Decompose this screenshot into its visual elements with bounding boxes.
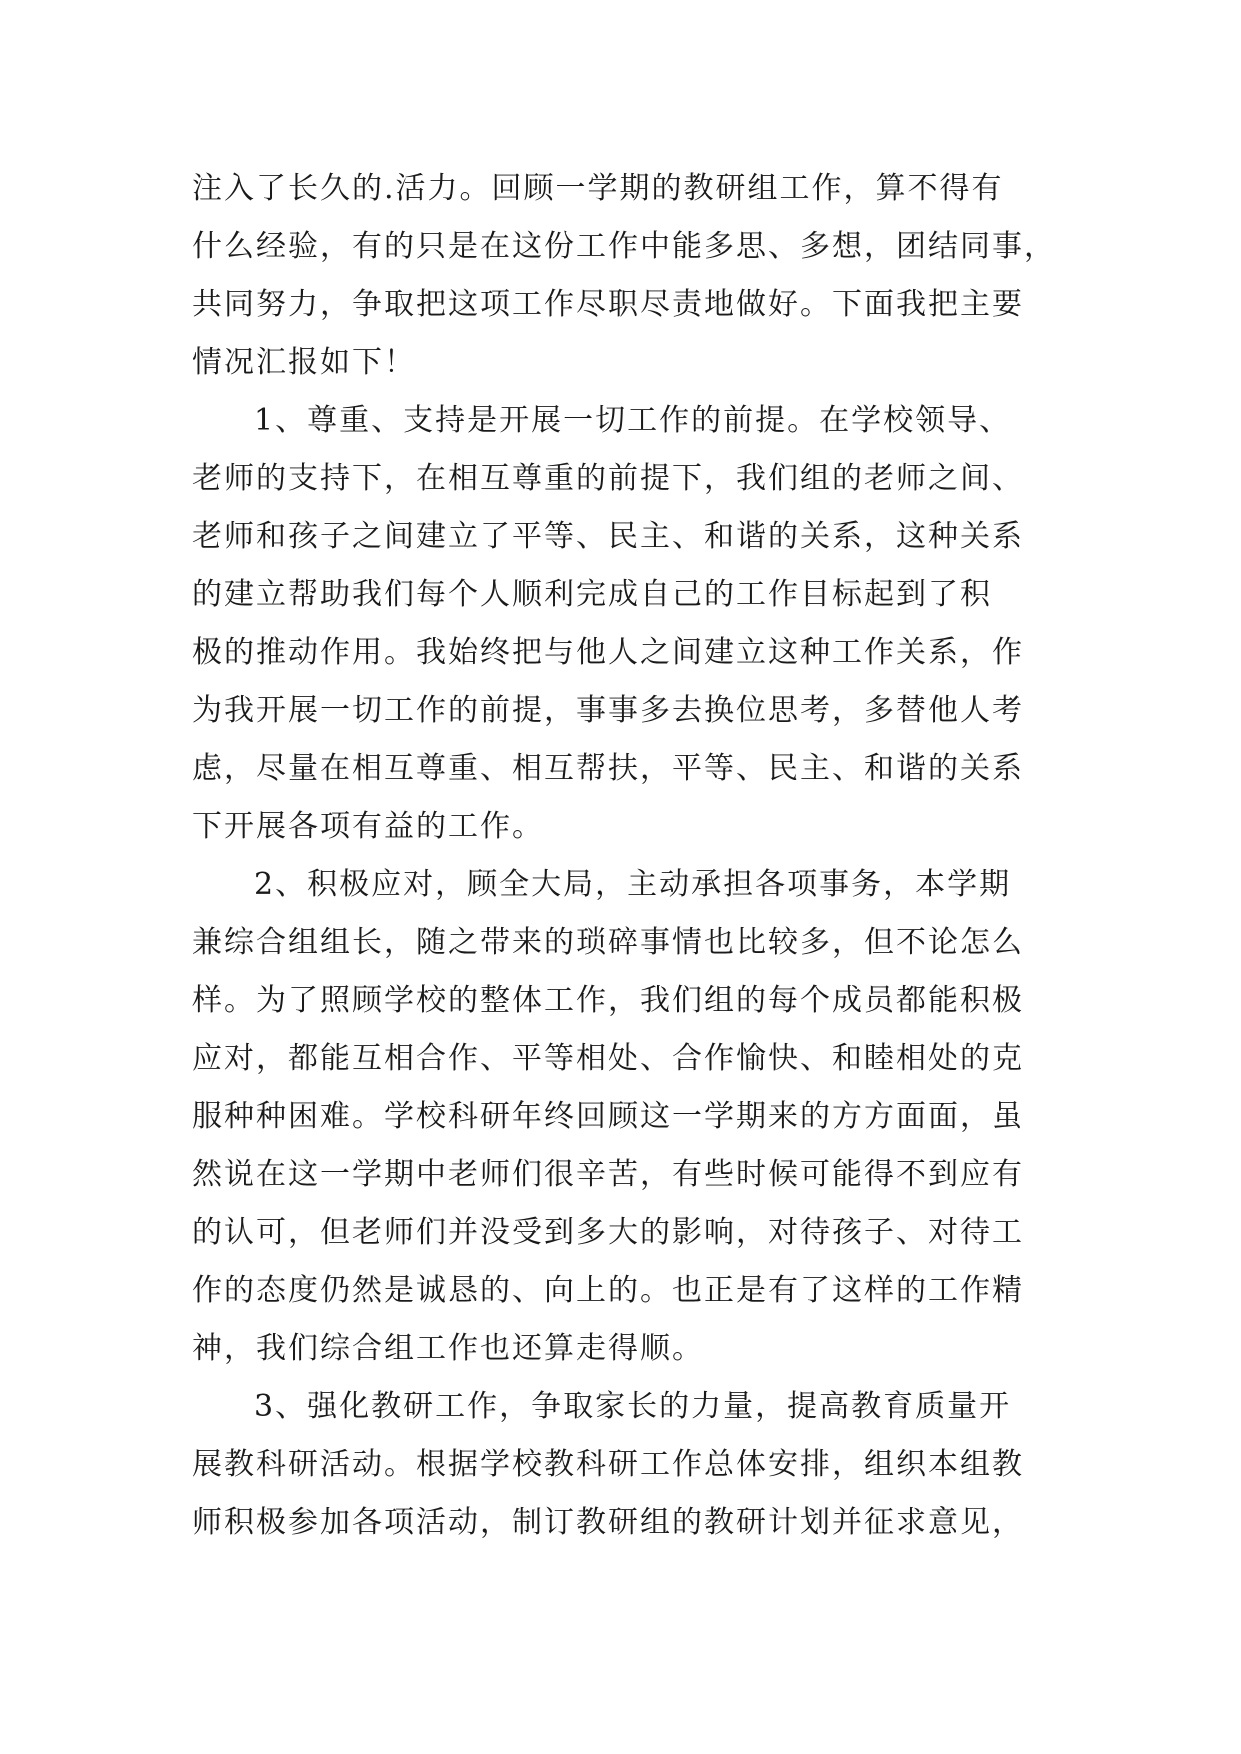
text-line: 的认可，但老师们并没受到多大的影响，对待孩子、对待工 [192, 1215, 1024, 1250]
document-body [192, 160, 1056, 1552]
text-line: 虑，尽量在相互尊重、相互帮扶，平等、民主、和谐的关系 [192, 751, 1024, 786]
text-line: 共同努力，争取把这项工作尽职尽责地做好。下面我把主要 [192, 287, 1024, 322]
text-line: 老师的支持下，在相互尊重的前提下，我们组的老师之间、 [192, 461, 1024, 496]
text-line: 注入了长久的.活力。回顾一学期的教研组工作，算不得有 [192, 171, 1004, 206]
text-line: 师积极参加各项活动，制订教研组的教研计划并征求意见， [192, 1505, 1024, 1540]
text-line: 应对，都能互相合作、平等相处、合作愉快、和睦相处的克 [192, 1041, 1024, 1076]
text-line: 然说在这一学期中老师们很辛苦，有些时候可能得不到应有 [192, 1157, 1024, 1192]
text-line: 神，我们综合组工作也还算走得顺。 [192, 1331, 704, 1366]
text-line: 什么经验，有的只是在这份工作中能多思、多想，团结同事， [192, 229, 1056, 264]
text-line: 服种种困难。学校科研年终回顾这一学期来的方方面面，虽 [192, 1099, 1024, 1134]
text-line: 情况汇报如下！ [192, 345, 416, 380]
text-line: 的建立帮助我们每个人顺利完成自己的工作目标起到了积 [192, 577, 992, 612]
text-line: 极的推动作用。我始终把与他人之间建立这种工作关系，作 [192, 635, 1024, 670]
text-line: 兼综合组组长，随之带来的琐碎事情也比较多，但不论怎么 [192, 925, 1024, 960]
text-line: 老师和孩子之间建立了平等、民主、和谐的关系，这种关系 [192, 519, 1024, 554]
text-line: 为我开展一切工作的前提，事事多去换位思考，多替他人考 [192, 693, 1024, 728]
paragraph-2-first-line: 2、积极应对，顾全大局，主动承担各项事务，本学期 [254, 867, 1012, 902]
text-line: 样。为了照顾学校的整体工作，我们组的每个成员都能积极 [192, 983, 1024, 1018]
paragraph-3-first-line: 3、强化教研工作，争取家长的力量，提高教育质量开 [254, 1389, 1012, 1424]
text-line: 下开展各项有益的工作。 [192, 809, 544, 844]
text-line: 作的态度仍然是诚恳的、向上的。也正是有了这样的工作精 [192, 1273, 1024, 1308]
paragraph-1-first-line: 1、尊重、支持是开展一切工作的前提。在学校领导、 [254, 403, 1012, 438]
text-line: 展教科研活动。根据学校教科研工作总体安排，组织本组教 [192, 1447, 1024, 1482]
